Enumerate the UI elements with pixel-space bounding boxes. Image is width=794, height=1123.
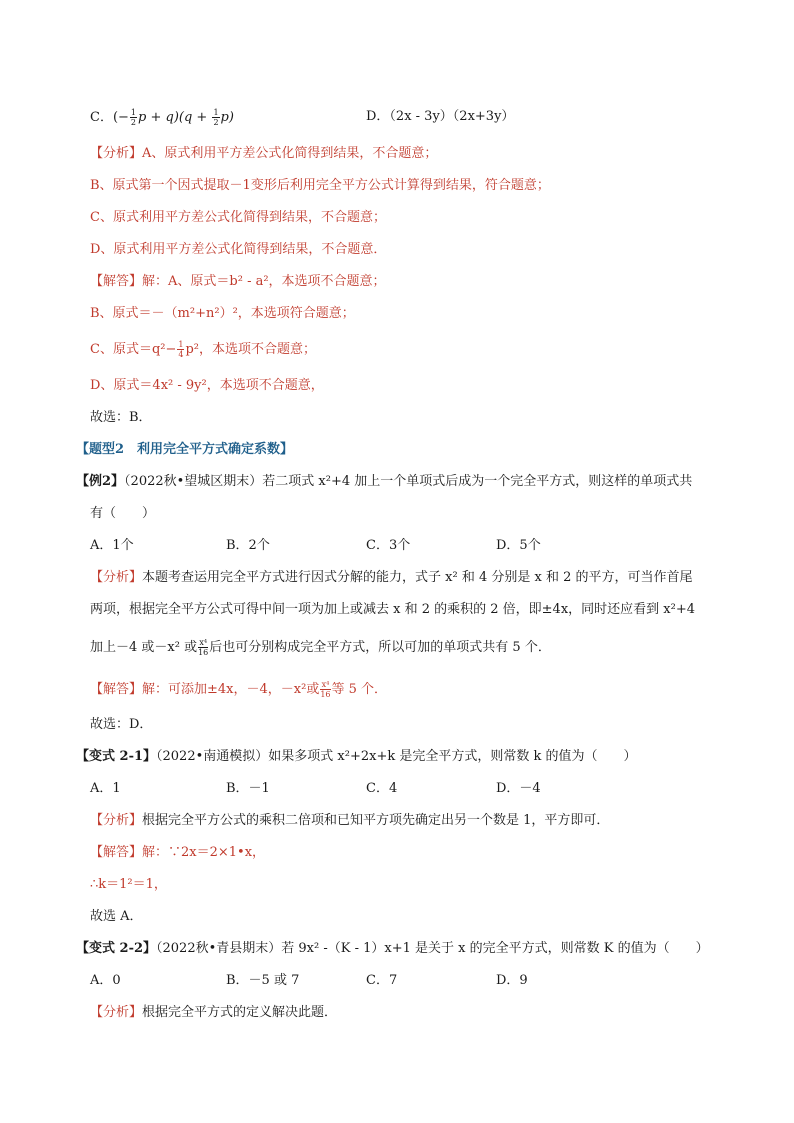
- variant-2-2-option-c: C．7: [366, 973, 398, 988]
- answer-tag: 【解答】: [90, 682, 143, 697]
- fraction: $\frac{1}{4}$: [178, 340, 184, 359]
- example-2-stem: 【例2】（2022秋•望城区期末）若二项式 x²+4 加上一个单项式后成为一个完全平方式，则这样的单项式共: [76, 474, 693, 489]
- analysis-line-2: B、原式第一个因式提取－1变形后利用完全平方公式计算得到结果，符合题意；: [90, 178, 550, 193]
- example-2-option-a: A．1个: [90, 538, 134, 553]
- fraction: $\frac{1}{2}$: [213, 108, 219, 127]
- example-2-option-b: B．2个: [226, 538, 270, 553]
- answer-line-3: C、原式＝q²− $\frac{1}{4}$ p²，本选项不合题意；: [90, 340, 317, 359]
- example-2-analysis-1: 【分析】本题考查运用完全平方式进行因式分解的能力，式子 x² 和 4 分别是 x 和 2 的平方，可当作首尾: [90, 570, 693, 585]
- example-2-option-c: C．3个: [366, 538, 411, 553]
- variant-2-2-stem: 【变式 2-2】（2022秋•青县期末）若 9x² -（K - 1）x+1 是关于 x 的完全平方式，则常数 K 的值为（ ）: [76, 941, 709, 956]
- analysis-tag: 【分析】: [90, 813, 143, 828]
- variant-2-2-analysis: 【分析】根据完全平方式的定义解决此题．: [90, 1005, 338, 1020]
- example-label: 【例2】: [76, 474, 125, 489]
- example-2-option-d: D．5个: [496, 538, 541, 553]
- example-2-answer: 【解答】解：可添加±4x，－4，－x²或 $\frac{\text{x⁴}}{16}$ 等 5 个．: [90, 680, 388, 699]
- example-2-choose: 故选：D．: [90, 717, 153, 732]
- variant-2-1-stem: 【变式 2-1】（2022•南通模拟）如果多项式 x²+2x+k 是完全平方式，则常数 k 的值为（ ）: [76, 749, 637, 764]
- analysis-tag: 【分析】: [90, 570, 143, 585]
- answer-line-4: D、原式＝4x² - 9y²，本选项不合题意，: [90, 378, 324, 393]
- variant-2-1-option-b: B．－1: [226, 781, 270, 796]
- fraction: $\frac{\text{x⁴}}{16}$: [320, 680, 331, 699]
- variant-2-1-option-c: C．4: [366, 781, 398, 796]
- answer-tag: 【解答】: [90, 274, 143, 289]
- variant-2-1-choose: 故选 A．: [90, 909, 143, 924]
- analysis-tag: 【分析】: [90, 146, 143, 161]
- variant-2-1-answer-2: ∴k＝1²＝1，: [90, 877, 167, 892]
- variant-2-1-option-d: D．－4: [496, 781, 541, 796]
- option-c-text-b: p + q)(q +: [138, 110, 212, 125]
- analysis-line-4: D、原式利用平方差公式化简得到结果，不合题意．: [90, 242, 387, 257]
- analysis-tag: 【分析】: [90, 1005, 143, 1020]
- variant-2-1-option-a: A．1: [90, 781, 121, 796]
- section-heading: 【题型2 利用完全平方式确定系数】: [76, 442, 294, 457]
- example-2-analysis-3: 加上－4 或－x² 或 $\frac{\text{x⁴}}{16}$ 后也可分别构成完全平方式，所以可加的单项式共有 5 个．: [90, 638, 551, 657]
- answer-line-1: 【解答】解：A、原式＝b² - a²，本选项不合题意；: [90, 274, 386, 289]
- fraction: $\frac{1}{2}$: [130, 108, 137, 127]
- answer-line-2: B、原式＝－（m²+n²）²，本选项符合题意；: [90, 306, 355, 321]
- variant-label: 【变式 2-2】: [76, 941, 157, 956]
- variant-2-2-option-b: B．－5 或 7: [226, 973, 300, 988]
- answer-tag: 【解答】: [90, 845, 143, 860]
- variant-2-2-option-a: A．0: [90, 973, 121, 988]
- variant-2-1-analysis: 【分析】根据完全平方公式的乘积二倍项和已知平方项先确定出另一个数是 1，平方即可．: [90, 813, 610, 828]
- variant-2-2-option-d: D．9: [496, 973, 528, 988]
- option-c: [90, 108, 234, 127]
- choose-line: 故选：B．: [90, 410, 152, 425]
- analysis-line-1: 【分析】A、原式利用平方差公式化简得到结果，不合题意；: [90, 146, 438, 161]
- variant-2-1-answer-1: 【解答】解：∵2x＝2×1•x，: [90, 845, 266, 860]
- example-2-analysis-2: 两项，根据完全平方公式可得中间一项为加上或减去 x 和 2 的乘积的 2 倍，即±4x，同时还应看到 x²+4: [90, 602, 696, 617]
- option-c-text-a: C．(−: [90, 110, 129, 125]
- option-d: D．（2x - 3y）（2x+3y）: [366, 109, 515, 124]
- fraction: $\frac{\text{x⁴}}{16}$: [198, 638, 209, 657]
- variant-label: 【变式 2-1】: [76, 749, 157, 764]
- example-2-stem-cont: 有（ ）: [90, 506, 156, 521]
- option-c-text-c: p): [220, 110, 234, 125]
- analysis-line-3: C、原式利用平方差公式化简得到结果，不合题意；: [90, 210, 386, 225]
